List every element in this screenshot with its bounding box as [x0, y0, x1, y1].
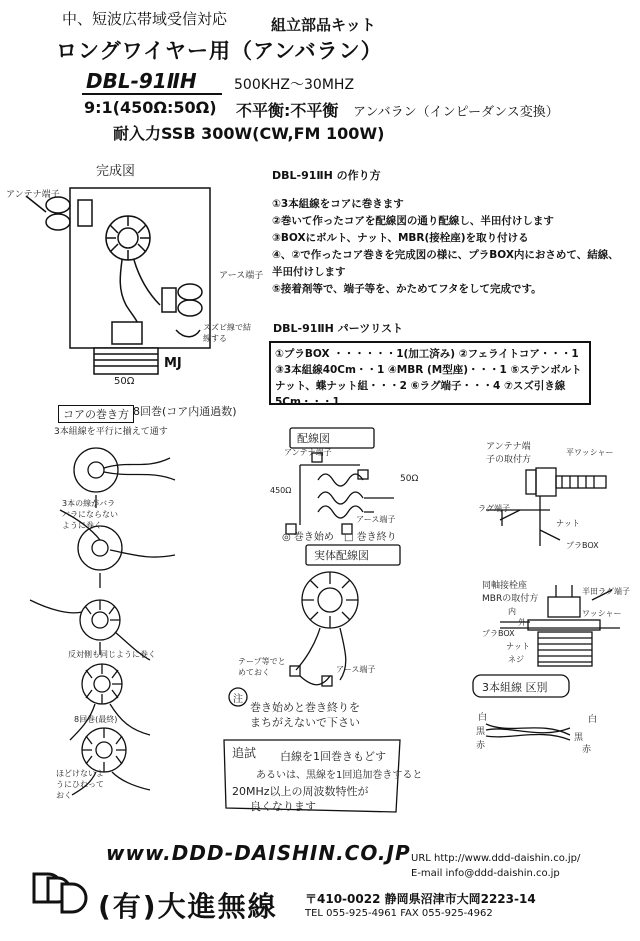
parts-list: ①プラBOX ・・・・・・1(加工済み) ②フェライトコア・・・1 ③3本組線40Cm・・1 ④MBR (M型座)・・・1 ⑤ステンボルトナット、蝶ナット組・・・2 ⑥ラグ端子・・・4 ⑦スズ引き線5Cm・・・1: [269, 341, 591, 405]
core-winding-turns: 8回巻(コア内通過数): [133, 405, 237, 418]
frequency-range: 500KHZ～30MHZ: [234, 77, 355, 93]
wiring-title: 配線図: [297, 432, 330, 445]
howto-steps: [272, 196, 622, 298]
actual-ground: アース端子: [336, 665, 376, 674]
antenna-mount-title: アンテナ端子の取付方: [486, 442, 532, 465]
howto-step-3: ③BOXにボルト、ナット、MBR(接栓座)を取り付ける: [272, 232, 529, 244]
footer-url[interactable]: URL http://www.ddd-daishin.co.jp/: [411, 853, 581, 864]
three-wire-black: 黒: [476, 727, 486, 737]
antenna-washer: 平ワッシャー: [566, 448, 614, 457]
three-wire-red-1: 赤: [476, 741, 486, 751]
antenna-lug: ラグ端子: [478, 504, 510, 513]
antenna-terminal-label: アンテナ端子: [6, 190, 60, 200]
core-note-1: 3本組線を平行に揃えて通す: [54, 427, 168, 437]
kit-label: 組立部品キット: [271, 16, 376, 34]
three-wire-red-2: 赤: [582, 745, 592, 755]
legend-start-text: 巻き始め: [293, 532, 334, 543]
wiring-450ohm: 450Ω: [270, 486, 292, 495]
core-note-5: ほどけないようにひねっておく: [56, 769, 104, 800]
addendum-text-3: 20MHz以上の周波数特性が: [232, 785, 369, 798]
howto-step-1: ①3本組線をコアに巻きます: [272, 198, 404, 210]
coax-nut: ナット: [506, 642, 530, 651]
coax-outer: 外: [518, 618, 526, 627]
three-wire-title: 3本組線 区別: [482, 681, 548, 694]
coax-mount-title: 同軸接栓座MBRの取付方: [482, 581, 539, 604]
wiring-legend-end: □ 巻き終り: [344, 532, 397, 543]
coax-lug: 半田ラグ端子: [582, 587, 630, 596]
ratio-type: アンバラン（インピーダンス変換）: [353, 105, 559, 120]
header-line2: ロングワイヤー用（アンバラン）: [56, 39, 383, 63]
coax-screw: ネジ: [508, 655, 524, 664]
actual-note: 巻き始めと巻き終りをまちがえないで下さい: [250, 701, 360, 729]
completed-diagram-title: 完成図: [96, 164, 136, 179]
three-wire-white-1: 白: [478, 713, 488, 723]
legend-end-text: 巻き終り: [356, 532, 397, 543]
note-mark: 注: [233, 694, 243, 705]
core-note-2: 3本の線がバラバラにならないように巻く: [62, 499, 118, 530]
company-name: (有)大進無線: [98, 890, 278, 923]
addendum-text-1: 白線を1回巻きもどす: [280, 750, 386, 763]
three-wire-black-2: 黒: [574, 733, 584, 743]
howto-step-4: ④、②で作ったコア巻きを完成図の様に、プラBOX内におさめて、結線、半田付けします: [272, 249, 619, 278]
model-name: DBL-91ⅡH: [86, 69, 197, 93]
three-wire-white-2: 白: [588, 715, 598, 725]
impedance-ratio: 9:1(450Ω:50Ω): [84, 98, 217, 117]
wiring-antenna: アンテナ端子: [284, 448, 332, 457]
tin-wire-label: スズビ線で結線する: [203, 323, 251, 343]
coax-box: プラBOX: [482, 629, 515, 638]
wiring-legend-start: ◎ 巻き始め: [282, 532, 334, 543]
coax-inner: 内: [508, 607, 516, 616]
addendum-text-2: あるいは、黒線を1回追加巻きすると: [256, 770, 423, 781]
power-rating: 耐入力SSB 300W(CW,FM 100W): [113, 124, 385, 143]
addendum-title: 追試: [232, 746, 257, 760]
antenna-box: プラBOX: [566, 541, 599, 550]
ohm50-label: 50Ω: [114, 376, 135, 387]
wiring-50ohm: 50Ω: [400, 474, 419, 484]
actual-wiring-title: 実体配線図: [314, 549, 369, 562]
howto-step-5: ⑤接着剤等で、端子等を、かためてフタをして完成です。: [272, 283, 542, 295]
footer-email[interactable]: E-mail info@ddd-daishin.co.jp: [411, 868, 560, 879]
wiring-ground: アース端子: [356, 515, 396, 524]
actual-tape: テープ等でとめておく: [238, 657, 286, 677]
coax-washer: ワッシャー: [582, 609, 622, 618]
howto-title: DBL-91ⅡH の作り方: [272, 169, 381, 182]
addendum-text-4: 良くなります: [250, 800, 316, 813]
parts-title: DBL-91ⅡH パーツリスト: [273, 322, 404, 335]
header-line1: 中、短波広帯域受信対応: [62, 10, 228, 28]
core-note-3: 反対側も同じように巻く: [68, 650, 156, 659]
mj-label: MJ: [164, 356, 182, 371]
footer-tel: TEL 055-925-4961 FAX 055-925-4962: [305, 908, 493, 919]
company-logo-drawing: [34, 874, 86, 912]
howto-step-2: ②巻いて作ったコアを配線図の通り配線し、半田付けします: [272, 215, 554, 227]
footer-address: 〒410-0022 静岡県沼津市大岡2223-14: [305, 892, 536, 906]
core-winding-title: コアの巻き方: [58, 405, 134, 423]
core-note-4: 8回巻(最終): [74, 715, 118, 724]
ground-terminal-label: アース端子: [219, 271, 264, 281]
footer-url-big[interactable]: www.DDD-DAISHIN.CO.JP: [106, 841, 411, 865]
antenna-nut: ナット: [556, 519, 580, 528]
completed-box-drawing: [26, 188, 210, 374]
ratio-description: 不平衡:不平衡: [236, 101, 339, 120]
